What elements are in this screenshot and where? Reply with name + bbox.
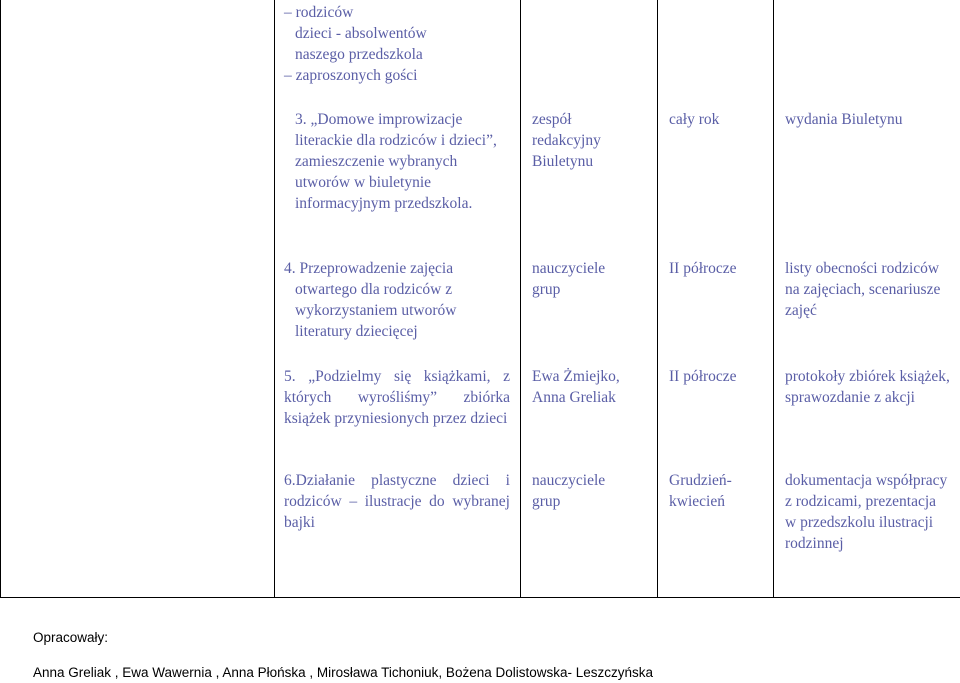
activity-cell: 6.Działanie plastyczne dzieci i rodziców – ilustracje do wybranej bajki	[284, 472, 510, 531]
prepared-by-label: Opracowały:	[33, 630, 109, 645]
list-item: naszego przedszkola	[295, 46, 423, 63]
table-column-divider	[520, 0, 521, 598]
date-cell: cały rok	[669, 111, 720, 128]
table-column-divider	[274, 0, 275, 598]
evidence-cell: listy obecności rodziców na zajęciach, scenariusze zajęć	[785, 260, 941, 319]
date-cell: II półrocze	[669, 368, 737, 385]
list-item: dzieci - absolwentów	[295, 25, 427, 42]
evidence-cell: wydania Biuletynu	[785, 111, 903, 128]
activity-cell: 4. Przeprowadzenie zajęcia otwartego dla rodziców z wykorzystaniem utworów literatury dziecięcej	[284, 260, 457, 340]
authors-list: Anna Greliak , Ewa Wawernia , Anna Płońska , Mirosława Tichoniuk, Bożena Dolistowska- Leszczyńska	[33, 665, 654, 680]
top-fragment-cell	[281, 2, 511, 86]
responsible-cell: nauczyciele grup	[532, 260, 606, 298]
responsible-cell: zespół redakcyjny Biuletynu	[532, 111, 601, 170]
activity-cell: 5. „Podzielmy się książkami, z których wyrośliśmy” zbiórka książek przyniesionych przez dzieci	[284, 368, 510, 427]
evidence-cell: protokoły zbiórek książek, sprawozdanie z akcji	[785, 368, 950, 406]
list-item: – rodziców	[284, 4, 354, 21]
table-column-divider	[657, 0, 658, 598]
responsible-cell: nauczyciele grup	[532, 472, 606, 510]
table-border-bottom	[0, 597, 960, 598]
date-cell: Grudzień-kwiecień	[669, 472, 732, 510]
table-border-left	[0, 0, 1, 598]
date-cell: II półrocze	[669, 260, 737, 277]
activity-cell: 3. „Domowe improwizacje literackie dla rodziców i dzieci”, zamieszczenie wybranych utworów w biuletynie informacyjnym przedszkola.	[295, 111, 497, 212]
responsible-cell: Ewa Żmiejko, Anna Greliak	[532, 368, 620, 406]
list-item: – zaproszonych gości	[284, 67, 418, 84]
table-column-divider	[773, 0, 774, 598]
evidence-cell: dokumentacja współpracy z rodzicami, prezentacja w przedszkolu ilustracji rodzinnej	[785, 472, 948, 552]
